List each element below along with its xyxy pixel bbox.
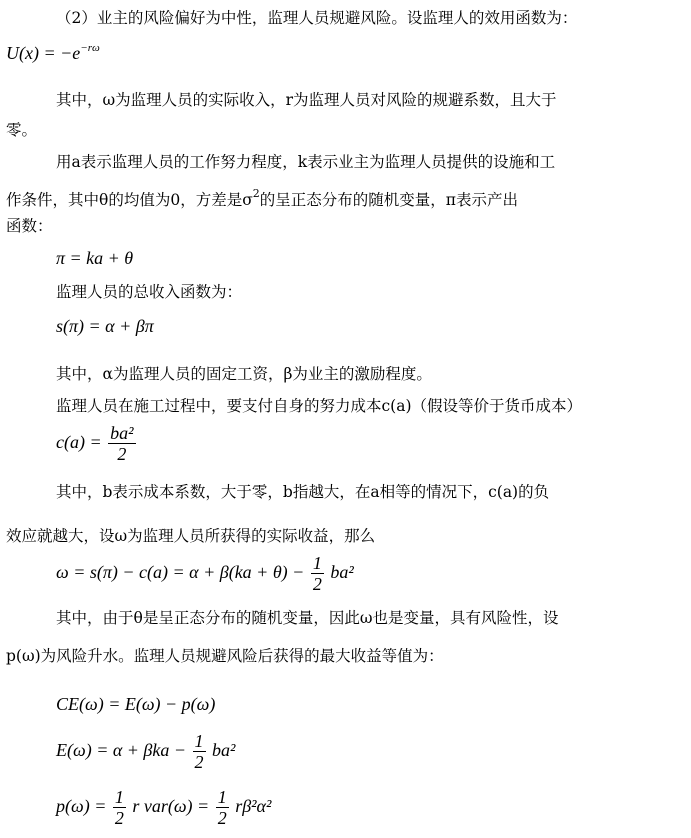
paragraph-line: p(ω)为风险升水。监理人员规避风险后获得的最大收益等值为： [6,647,444,665]
text-segment: 作条件，其中θ的均值为0，方差是σ [6,191,253,209]
paragraph-line: 监理人员在施工过程中，要支付自身的努力成本c(a)（假设等价于货币成本） [56,397,583,415]
fraction [193,731,206,772]
fraction-numerator: 1 [312,553,322,574]
equation-text: p(ω) = [56,796,107,816]
fraction-denominator: 2 [217,808,227,829]
equation-text: ba² [330,562,354,582]
fraction-numerator: 1 [217,787,227,808]
superscript: 2 [252,187,260,200]
paragraph-line: 零。 [6,121,38,139]
fraction-denominator: 2 [117,444,127,465]
paragraph-line: 用a表示监理人员的工作努力程度，k表示业主为监理人员提供的设施和工 [56,153,556,171]
fraction [216,787,229,828]
paragraph-line [6,184,518,210]
fraction-numerator: ba² [110,423,134,444]
equation-income-net [56,552,354,594]
equation-text: ba² [212,740,236,760]
paragraph-line: 监理人员的总收入函数为： [56,283,243,301]
paragraph-line: 其中，由于θ是呈正态分布的随机变量，因此ω也是变量，具有风险性，设 [56,609,559,627]
equation-output: π = ka + θ [56,248,134,268]
equation-expected [56,730,235,772]
equation-utility [6,38,100,63]
fraction [108,423,135,464]
fraction [113,787,126,828]
paragraph-line: 其中，ω为监理人员的实际收入，r为监理人员对风险的规避系数，且大于 [56,91,557,109]
equation-risk-premium [56,786,271,828]
equation-certainty-equivalent: CE(ω) = E(ω) − p(ω) [56,694,216,714]
equation-text: c(a) = [56,432,102,452]
equation-exponent: −rω [80,42,100,54]
paragraph-line: 效应就越大，设ω为监理人员所获得的实际收益，那么 [6,527,376,545]
fraction [311,553,324,594]
equation-text: r var(ω) = [132,796,210,816]
equation-text: E(ω) = α + βka − [56,740,187,760]
equation-income: s(π) = α + βπ [56,316,154,336]
paragraph-line: （2）业主的风险偏好为中性，监理人员规避风险。设监理人的效用函数为： [56,9,578,27]
paragraph-line: 其中，b表示成本系数，大于零，b指越大，在a相等的情况下，c(a)的负 [56,483,550,501]
fraction-denominator: 2 [114,808,124,829]
equation-text: ω = s(π) − c(a) = α + β(ka + θ) − [56,562,305,582]
text-segment: 的呈正态分布的随机变量，π表示产出 [259,191,518,209]
equation-text: rβ²α² [235,796,272,816]
equation-cost [56,422,138,464]
fraction-denominator: 2 [194,752,204,773]
paragraph-line: 函数： [6,217,53,235]
fraction-numerator: 1 [194,731,204,752]
fraction-numerator: 1 [114,787,124,808]
paragraph-line: 其中，α为监理人员的固定工资，β为业主的激励程度。 [56,365,432,383]
equation-text: U(x) = −e [6,43,81,63]
fraction-denominator: 2 [312,574,322,595]
